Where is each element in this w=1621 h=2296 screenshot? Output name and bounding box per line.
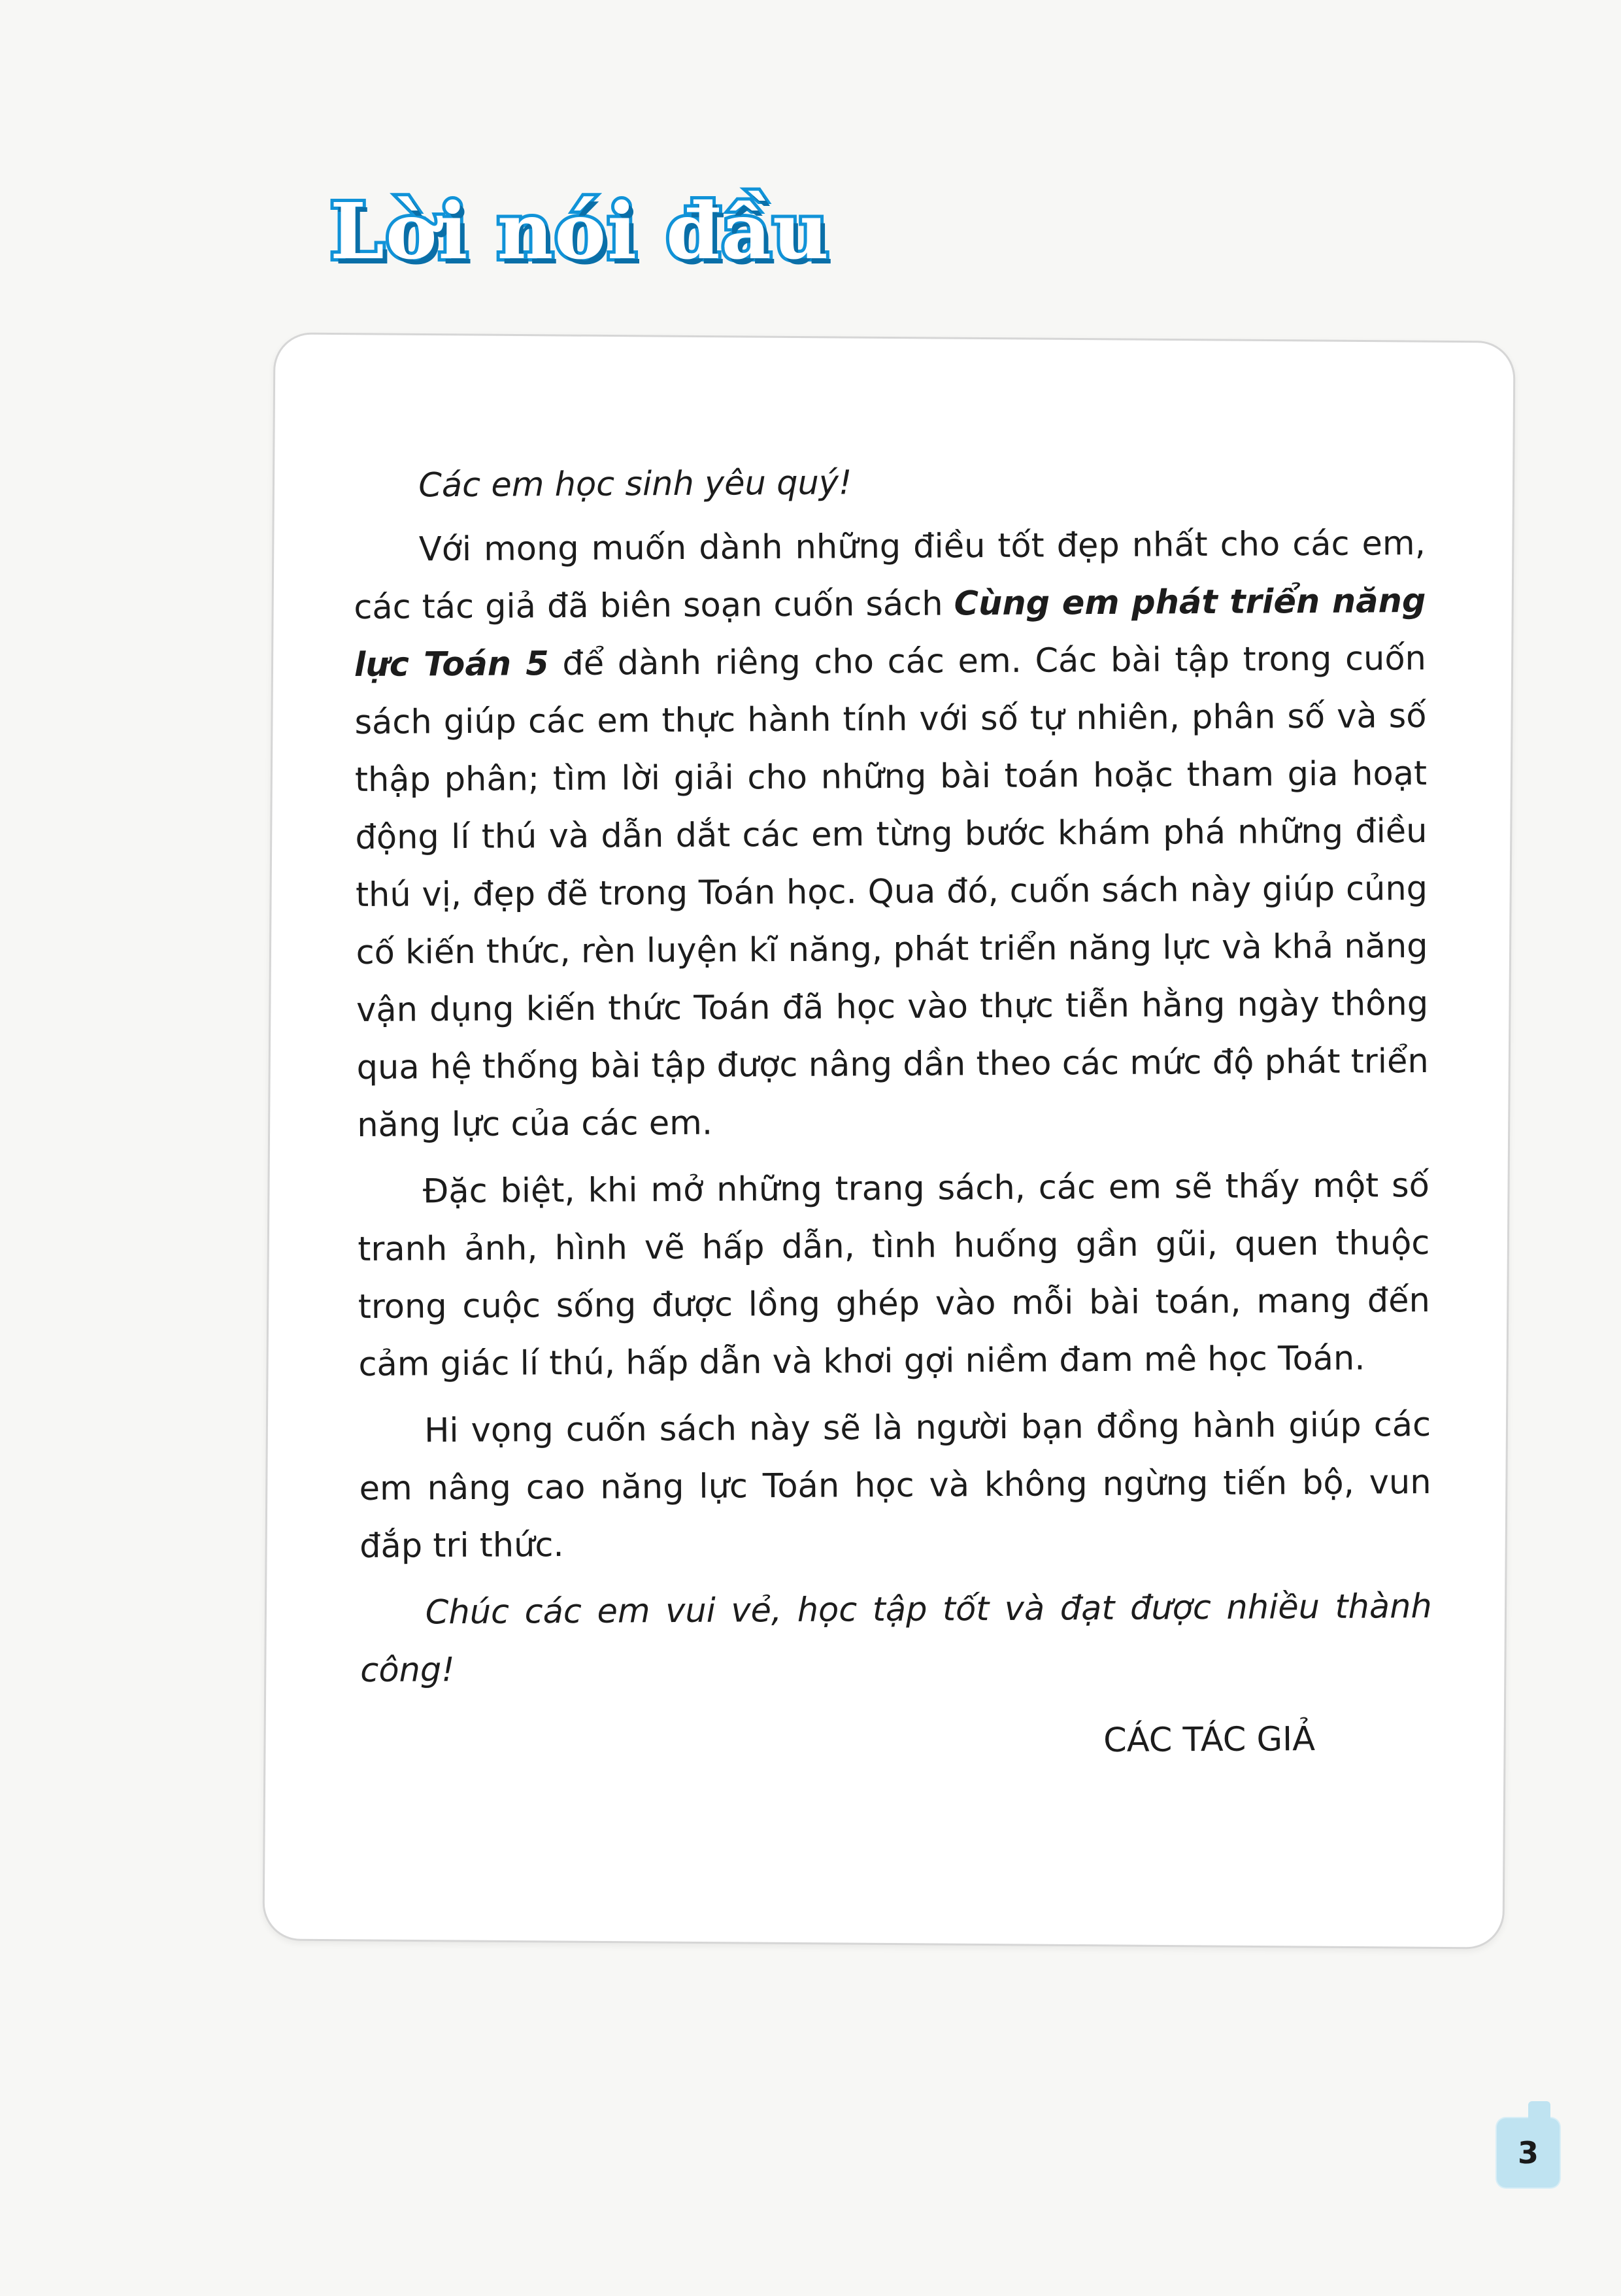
paragraph-intro (354, 515, 1429, 1155)
greeting: Các em học sinh yêu quý! (418, 464, 852, 505)
page-number-tab (1497, 2118, 1560, 2187)
paragraph-intro-start: Với mong muốn dành những điều tốt đẹp nhất cho các em, các tác giả đã biên soạn cuốn sách (354, 524, 1426, 627)
paragraph-hope: Hi vọng cuốn sách này sẽ là người bạn đồng hành giúp các em nâng cao năng lực Toán học và không ngừng tiến bộ, vun đắp tri thức. (359, 1405, 1431, 1566)
paragraph-special: Đặc biệt, khi mở những trang sách, các em sẽ thấy một số tranh ảnh, hình vẽ hấp dẫn, tình huống gần gũi, quen thuộc trong cuộc sống được lồng ghép vào mỗi bài toán, mang đến cảm giác lí thú, hấp dẫn và khơi gợi niềm đam mê học Toán. (358, 1166, 1431, 1384)
paragraph-intro-end: để dành riêng cho các em. Các bài tập trong cuốn sách giúp các em thực hành tính với số tự nhiên, phân số và số thập phân; tìm lời giải cho những bài toán hoặc tham gia hoạt động lí thú và dẫn dắt các em từng bước khám phá những điều thú vị, đẹp đẽ trong Toán học. Qua đó, cuốn sách này giúp củng cố kiến thức, rèn luyện kĩ năng, phát triển năng lực và khả năng vận dụng kiến thức Toán đã học vào thực tiễn hằng ngày thông qua hệ thống bài tập được nâng dần theo các mức độ phát triển năng lực của các em. (354, 639, 1429, 1145)
book-title: Cùng em phát triển năng lực Toán 5 (354, 581, 1426, 684)
page-number: 3 (1517, 2135, 1539, 2170)
page-title: Lời nói đầu (330, 186, 830, 277)
preface-text (353, 451, 1433, 1783)
signature: CÁC TÁC GIẢ (1103, 1720, 1316, 1761)
closing-wish: Chúc các em vui vẻ, học tập tốt và đạt được nhiều thành công! (360, 1587, 1432, 1690)
